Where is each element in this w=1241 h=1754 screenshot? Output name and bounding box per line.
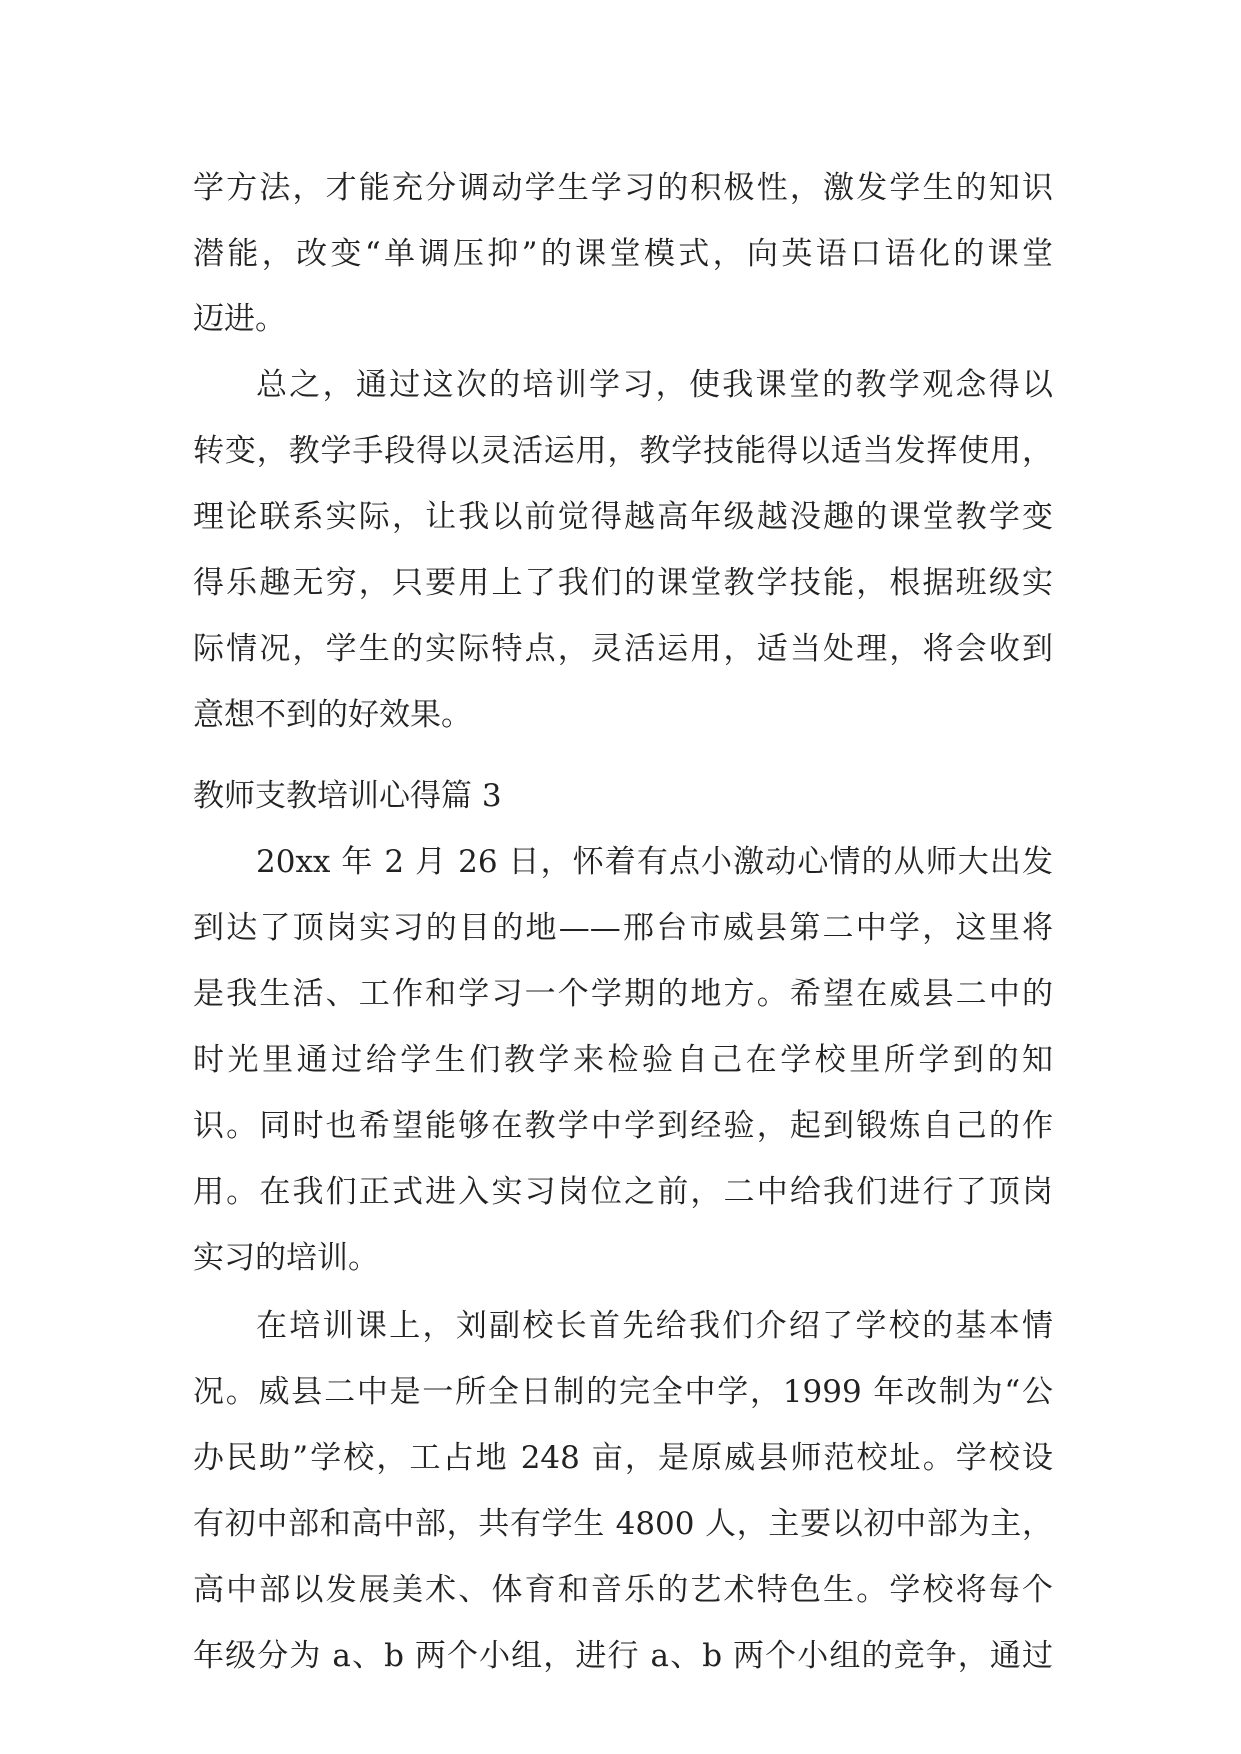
paragraph-line: 实习的培训。 [193,1240,379,1276]
paragraph-line: 时光里通过给学生们教学来检验自己在学校里所学到的知 [193,1042,1053,1078]
paragraph-line: 总之，通过这次的培训学习，使我课堂的教学观念得以 [256,367,1053,403]
paragraph-line: 20xx 年 2 月 26 日，怀着有点小激动心情的从师大出发 [256,844,1053,880]
paragraph-line: 转变，教学手段得以灵活运用，教学技能得以适当发挥使用， [193,433,1053,469]
paragraph-line: 有初中部和高中部，共有学生 4800 人，主要以初中部为主， [193,1506,1053,1542]
paragraph-line: 迈进。 [193,301,286,337]
paragraph-line: 得乐趣无穷，只要用上了我们的课堂教学技能，根据班级实 [193,565,1053,601]
paragraph-line: 理论联系实际，让我以前觉得越高年级越没趣的课堂教学变 [193,499,1053,535]
section-heading: 教师支教培训心得篇 3 [193,778,502,814]
paragraph-line: 际情况，学生的实际特点，灵活运用，适当处理，将会收到 [193,631,1053,667]
paragraph-line: 高中部以发展美术、体育和音乐的艺术特色生。学校将每个 [193,1572,1053,1608]
paragraph-line: 年级分为 a、b 两个小组，进行 a、b 两个小组的竞争，通过 [193,1638,1053,1674]
paragraph-line: 到达了顶岗实习的目的地——邢台市威县第二中学，这里将 [193,910,1053,946]
paragraph-line: 学方法，才能充分调动学生学习的积极性，激发学生的知识 [193,170,1053,206]
paragraph-line: 意想不到的好效果。 [193,697,472,733]
paragraph-line: 况。威县二中是一所全日制的完全中学，1999 年改制为“公 [193,1374,1053,1410]
paragraph-line: 用。在我们正式进入实习岗位之前，二中给我们进行了顶岗 [193,1174,1053,1210]
paragraph-line: 在培训课上，刘副校长首先给我们介绍了学校的基本情 [256,1308,1053,1344]
paragraph-line: 是我生活、工作和学习一个学期的地方。希望在威县二中的 [193,976,1053,1012]
paragraph-line: 识。同时也希望能够在教学中学到经验，起到锻炼自己的作 [193,1108,1053,1144]
paragraph-line: 潜能，改变“单调压抑”的课堂模式，向英语口语化的课堂 [193,236,1053,272]
paragraph-line: 办民助”学校，工占地 248 亩，是原威县师范校址。学校设 [193,1440,1053,1476]
